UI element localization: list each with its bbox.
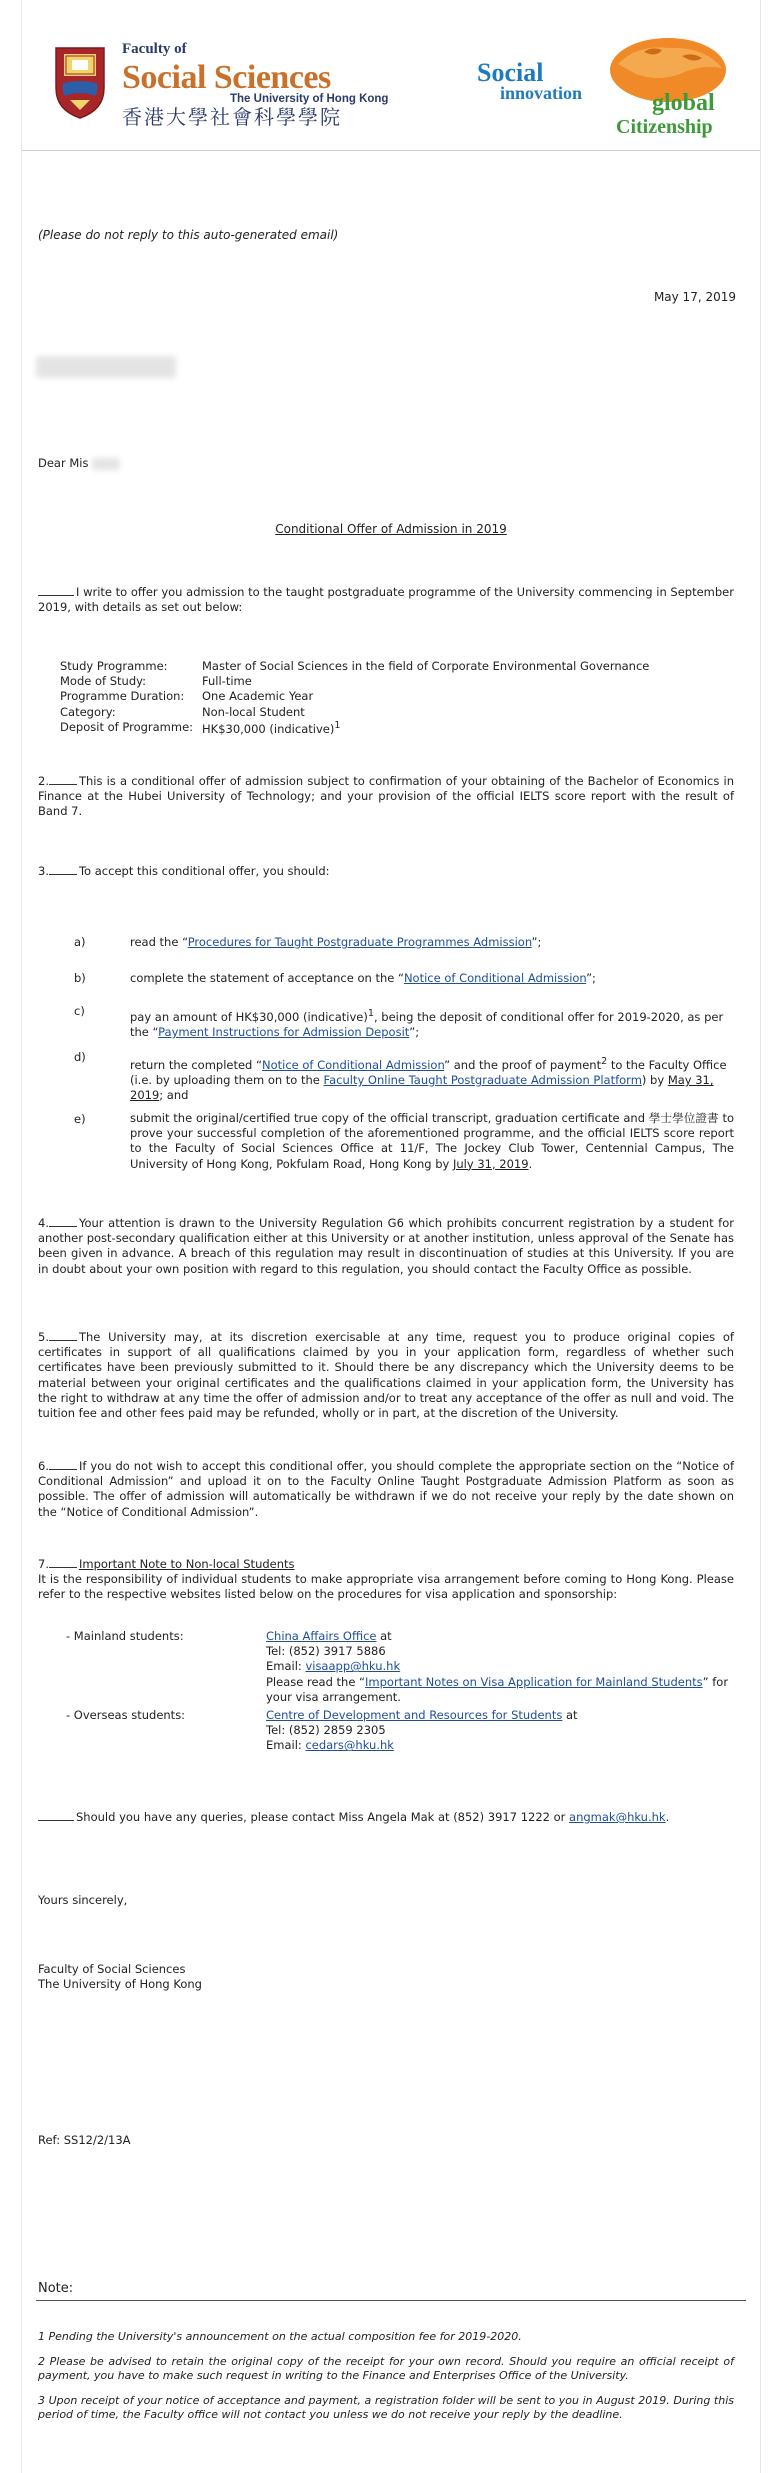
cedars-email-link[interactable]: cedars@hku.hk: [305, 1738, 394, 1753]
intro-paragraph: [38, 585, 734, 615]
programme-value: [202, 720, 340, 737]
item-b-label: b): [74, 971, 86, 985]
faculty-small-text: Faculty of: [122, 41, 187, 57]
blank-line: [49, 864, 77, 875]
item-c: [130, 1008, 734, 1040]
item-d: [130, 1056, 734, 1103]
paragraph-number: 7.: [38, 1557, 49, 1571]
blank-line: [49, 1216, 77, 1227]
letter-date: May 17, 2019: [653, 290, 736, 304]
item-c-label: c): [74, 1004, 85, 1018]
item-b: [130, 971, 734, 986]
logo-word-citizenship: Citizenship: [616, 116, 713, 138]
programme-row: [60, 720, 740, 737]
item-b-pre: complete the statement of acceptance on the “: [130, 971, 404, 985]
paragraph-6-text: If you do not wish to accept this conditional offer, you should complete the appropriate section on the “Notice of Conditional Admission” and upload it on to the Faculty Online Taught Postgraduate Admission Platform as soon as possible. The offer of admission will automatically be withdrawn if we do not receive your reply by the date shown on the “Notice of Conditional Admission”.: [38, 1459, 734, 1519]
paragraph-7-text: It is the responsibility of individual students to make appropriate visa arrangement before coming to Hong Kong. Please refer to the respective websites listed below on the procedures for visa application and sponsorship:: [38, 1572, 734, 1602]
payment-instructions-link[interactable]: Payment Instructions for Admission Deposit: [158, 1025, 410, 1039]
programme-row: [60, 705, 740, 720]
blank-line: [49, 1459, 77, 1470]
programme-row: [60, 659, 740, 674]
programme-value: Master of Social Sciences in the field of Corporate Environmental Governance: [202, 659, 650, 673]
paragraph-7-heading-row: [38, 1557, 734, 1572]
item-a-pre: read the “: [130, 935, 188, 949]
paragraph-3: [38, 864, 734, 879]
overseas-contact: [266, 1708, 736, 1754]
signoff-university: The University of Hong Kong: [38, 1977, 202, 1992]
faculty-title: Social Sciences: [122, 59, 331, 96]
china-affairs-office-link[interactable]: China Affairs Office: [266, 1629, 377, 1643]
note-divider: [36, 2300, 746, 2301]
footnote-item: 2 Please be advised to retain the original copy of the receipt for your own record. Should you require an official receipt of payment, you have to make such request in writing to the Finance and Enterprises Office of the University.: [38, 2354, 734, 2383]
footnote-ref: 1: [334, 719, 341, 731]
salutation: [38, 456, 120, 471]
item-a-label: a): [74, 935, 86, 949]
mainland-tel: Tel: (852) 3917 5886: [266, 1644, 386, 1659]
paragraph-2: [38, 774, 734, 820]
at-text: at: [376, 1629, 392, 1643]
programme-value: Full-time: [202, 674, 252, 689]
item-e-text: submit the original/certified true copy of the official transcript, graduation certificate and 學士學位證書 to prove your successful completion of the aforementioned programme, and the official IELTS score report to the Faculty of Social Sciences Office at 11/F, The Jockey Club Tower, Centennial Campus, The University of Hong Kong, Pokfulam Road, Hong Kong by: [130, 1111, 734, 1171]
at-text: at: [562, 1708, 578, 1722]
programme-label: Programme Duration:: [60, 689, 185, 704]
item-d-label: d): [74, 1050, 86, 1064]
blank-line: [49, 774, 77, 785]
programme-label: Mode of Study:: [60, 674, 146, 689]
notice-conditional-admission-link[interactable]: Notice of Conditional Admission: [403, 971, 587, 985]
paragraph-number: 6.: [38, 1459, 49, 1473]
notes-post: ” for your visa arrangement.: [266, 1674, 729, 1704]
programme-row: [60, 689, 740, 704]
programme-label: Study Programme:: [60, 659, 168, 673]
paragraph-3-text: To accept this conditional offer, you should:: [78, 864, 330, 878]
item-d-pre: return the completed “: [130, 1057, 262, 1072]
footnotes: [38, 2330, 734, 2423]
queries-paragraph: [38, 1810, 738, 1825]
item-e: [130, 1111, 734, 1172]
note-label: Note:: [38, 2281, 74, 2296]
queries-text: Should you have any queries, please contact Miss Angela Mak at (852) 3917 1222 or: [76, 1810, 570, 1824]
mainland-email-row: [266, 1659, 736, 1674]
deadline-date: July 31, 2019: [453, 1156, 529, 1171]
overseas-tel: Tel: (852) 2859 2305: [266, 1723, 386, 1738]
paragraph-number: 3.: [38, 864, 49, 878]
notes-pre: Please read the “: [266, 1674, 366, 1689]
item-a-post: ”;: [531, 935, 542, 949]
item-a: [130, 935, 734, 950]
footnote-item: 3 Upon receipt of your notice of acceptance and payment, a registration folder will be sent to you in August 2019. During this period of time, the Faculty office will not contact you unless we do not receive your reply by the deadline.: [38, 2393, 734, 2422]
paragraph-2-text: This is a conditional offer of admission subject to confirmation of your obtaining of the Bachelor of Economics in Finance at the Hubei University of Technology; and your provision of the official IELTS score report with the result of Band 7.: [38, 774, 734, 819]
signoff: [38, 1962, 202, 1992]
item-d-post: ; and: [159, 1088, 189, 1103]
paragraph-6: [38, 1459, 734, 1520]
paragraph-7: [38, 1557, 734, 1603]
notice-conditional-admission-link-2[interactable]: Notice of Conditional Admission: [261, 1057, 445, 1072]
logo-word-social: Social: [477, 58, 544, 87]
programme-label: Category:: [60, 704, 116, 719]
paragraph-number: 2.: [38, 774, 49, 788]
letter-title: Conditional Offer of Admission in 2019: [275, 522, 507, 536]
blank-line: [38, 585, 74, 596]
item-e-label: e): [74, 1112, 86, 1126]
university-small-text: The University of Hong Kong: [230, 93, 389, 105]
logo-word-global: global: [652, 90, 715, 116]
mainland-contact: [266, 1629, 736, 1705]
overseas-office-row: [266, 1708, 736, 1723]
item-c-pre: pay an amount of HK$30,000 (indicative): [130, 1009, 368, 1024]
blank-line: [49, 1557, 77, 1568]
faculty-chinese-name: 香港大學社會科學學院: [122, 105, 342, 129]
visa-notes-link[interactable]: Important Notes on Visa Application for Mainland Students: [365, 1674, 703, 1689]
item-b-post: ”;: [586, 971, 596, 985]
overseas-email-row: [266, 1738, 736, 1753]
auto-email-notice: (Please do not reply to this auto-generated email): [38, 228, 339, 242]
paragraph-number: 4.: [38, 1216, 49, 1230]
salutation-text: Dear Mis: [38, 456, 89, 470]
paragraph-5: [38, 1330, 734, 1421]
programme-value: Non-local Student: [202, 704, 305, 719]
deadline-date: May 31, 2019: [130, 1073, 714, 1103]
admission-platform-link[interactable]: Faculty Online Taught Postgraduate Admission Platform: [323, 1073, 642, 1087]
angmak-email-link[interactable]: angmak@hku.hk: [569, 1810, 666, 1824]
item-e-post: .: [528, 1156, 533, 1171]
logo-word-innovation: innovation: [500, 83, 583, 103]
item-c-post: ”;: [409, 1025, 420, 1039]
blank-line: [38, 1810, 74, 1821]
programme-label: Deposit of Programme:: [60, 719, 194, 734]
cedars-link[interactable]: Centre of Development and Resources for Students: [266, 1708, 563, 1722]
item-d-mid2: to the Faculty Office (i.e. by uploading them on to the: [130, 1057, 727, 1087]
queries-post: .: [665, 1810, 670, 1824]
mainland-notes-row: [266, 1675, 736, 1705]
item-c-mid: , being the deposit of conditional offer for 2019-2020, as per the “: [130, 1009, 724, 1039]
blank-line: [49, 1330, 77, 1341]
header-divider: [22, 150, 760, 151]
reference-number: Ref: SS12/2/13A: [38, 2133, 131, 2147]
signoff-faculty: Faculty of Social Sciences: [38, 1962, 186, 1976]
footnote-item: 1 Pending the University's announcement on the actual composition fee for 2019-2020.: [38, 2330, 522, 2343]
paragraph-number: 5.: [38, 1330, 49, 1344]
programme-row: [60, 674, 740, 689]
paragraph-4: [38, 1216, 734, 1277]
paragraph-7-heading: Important Note to Non-local Students: [78, 1557, 295, 1571]
letter-page: [22, 0, 760, 2473]
email-label: Email:: [266, 1738, 306, 1753]
visaapp-email-link[interactable]: visaapp@hku.hk: [305, 1659, 401, 1674]
paragraph-5-text: The University may, at its discretion exercisable at any time, request you to produce original copies of certificates in support of all qualifications claimed by you in your application form, regardless of whether such certificates have been previously submitted to it. Should there be any discrepancy which the University deems to be material between your original certificates and the qualifications claimed in your application form, the University has the right to withdraw at any time the offer of admission and/or to treat any acceptance of the offer as null and void. The tuition fee and other fees paid may be refunded, wholly or in part, at the discretion of the University.: [38, 1330, 734, 1420]
footnote-ref: 1: [367, 1008, 374, 1019]
deposit-value: HK$30,000 (indicative): [202, 721, 335, 736]
footnote-ref: 2: [601, 1056, 608, 1067]
overseas-label: - Overseas students:: [66, 1708, 186, 1722]
procedures-link[interactable]: Procedures for Taught Postgraduate Programmes Admission: [187, 935, 532, 949]
mainland-label: - Mainland students:: [66, 1629, 184, 1643]
programme-details: [60, 659, 740, 737]
intro-text: I write to offer you admission to the taught postgraduate programme of the University commencing in September 2019, with details as set out below:: [38, 585, 734, 615]
closing: Yours sincerely,: [38, 1893, 128, 1907]
paragraph-4-text: Your attention is drawn to the University Regulation G6 which prohibits concurrent registration by a student for another post-secondary qualification either at this University or at another institution, unless approval of the Senate has been given in advance. A breach of this regulation may result in discontinuation of studies at this University. If you are in doubt about your own position with regard to this regulation, you should contact the Faculty Office as possible.: [38, 1216, 734, 1276]
email-label: Email:: [266, 1659, 306, 1674]
item-d-mid3: ) by: [641, 1073, 668, 1087]
hku-crest-icon: [52, 44, 108, 120]
redacted-address: [36, 356, 176, 378]
item-d-mid1: ” and the proof of payment: [444, 1057, 602, 1072]
programme-value: One Academic Year: [202, 689, 314, 704]
redacted-name: [92, 458, 120, 470]
mainland-office-row: [266, 1629, 736, 1644]
